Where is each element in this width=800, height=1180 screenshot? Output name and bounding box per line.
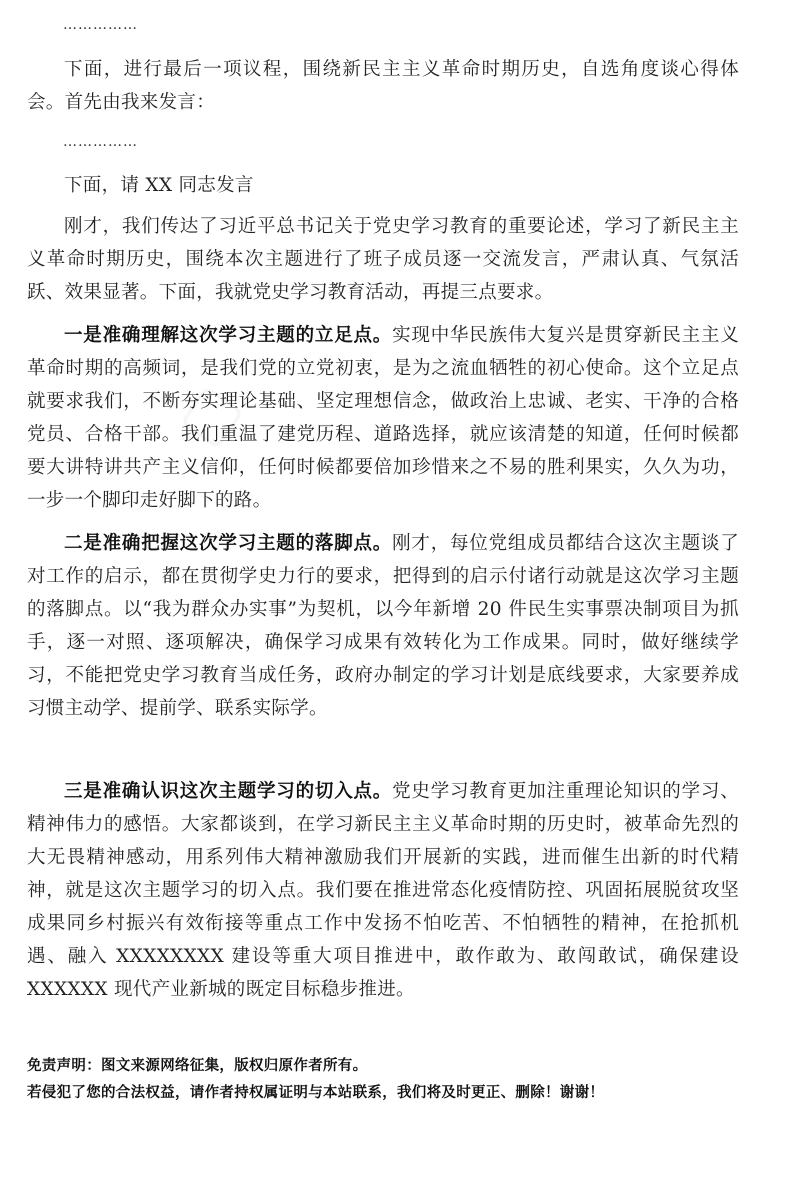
point-1-heading: 一是准确理解这次学习主题的立足点。 [64, 325, 393, 346]
point-3 [27, 775, 739, 1006]
point-2 [27, 527, 739, 725]
ellipsis: …………… [63, 134, 138, 150]
paragraph-intro: 下面，进行最后一项议程，围绕新民主主义革命时期历史，自选角度谈心得体会。首先由我来发言： [27, 59, 739, 113]
point-1-body: 实现中华民族伟大复兴是贯穿新民主主义革命时期的高频词，是我们党的立党初衷，是为之流血牺牲的初心使命。这个立足点就要求我们，不断夯实理论基础、坚定理想信念，做政治上忠诚、老实、干净的合格党员、合格干部。我们重温了建党历程、道路选择，就应该清楚的知道，任何时候都要大讲特讲共产主义信仰，任何时候都要倍加珍惜来之不易的胜利果实，久久为功，一步一个脚印走好脚下的路。 [27, 325, 739, 511]
disclaimer-line-1: 免责声明：图文来源网络征集，版权归原作者所有。 [27, 1057, 368, 1074]
paragraph-next-speaker: 下面，请 XX 同志发言 [64, 175, 254, 196]
ellipsis: …………… [63, 17, 138, 33]
point-2-heading: 二是准确把握这次学习主题的落脚点。 [64, 533, 393, 554]
point-1 [27, 319, 739, 517]
point-3-body: 党史学习教育更加注重理论知识的学习、精神伟力的感悟。大家都谈到，在学习新民主主义革命时期的历史时，被革命先烈的大无畏精神感动，用系列伟大精神激励我们开展新的实践，进而催生出新的时代精神，就是这次主题学习的切入点。我们要在推进常态化疫情防控、巩固拓展脱贫攻坚成果同乡村振兴有效衔接等重点工作中发扬不怕吃苦、不怕牺牲的精神，在抢抓机遇、融入 XXXXXXXX 建设等重大项目推进中，敢作敢为、敢闯敢试，确保建设 XXXXXX 现代产业新城的既定目标稳步推进。 [27, 781, 739, 1000]
disclaimer-line-2: 若侵犯了您的合法权益，请作者持权属证明与本站联系，我们将及时更正、删除！谢谢！ [27, 1084, 605, 1101]
point-3-heading: 三是准确认识这次主题学习的切入点。 [64, 781, 393, 802]
paragraph-summary: 刚才，我们传达了习近平总书记关于党史学习教育的重要论述，学习了新民主主义革命时期历史，围绕本次主题进行了班子成员逐一交流发言，严肃认真、气氛活跃、效果显著。下面，我就党史学习教育活动，再提三点要求。 [27, 216, 739, 303]
point-2-body: 刚才，每位党组成员都结合这次主题谈了对工作的启示，都在贯彻学史力行的要求，把得到的启示付诸行动就是这次学习主题的落脚点。以“我为群众办实事”为契机，以今年新增 20 件民生实事票决制项目为抓手，逐一对照、逐项解决，确保学习成果有效转化为工作成果。同时，做好继续学习，不能把党史学习教育当成任务，政府办制定的学习计划是底线要求，大家要养成习惯主动学、提前学、联系实际学。 [27, 533, 739, 719]
